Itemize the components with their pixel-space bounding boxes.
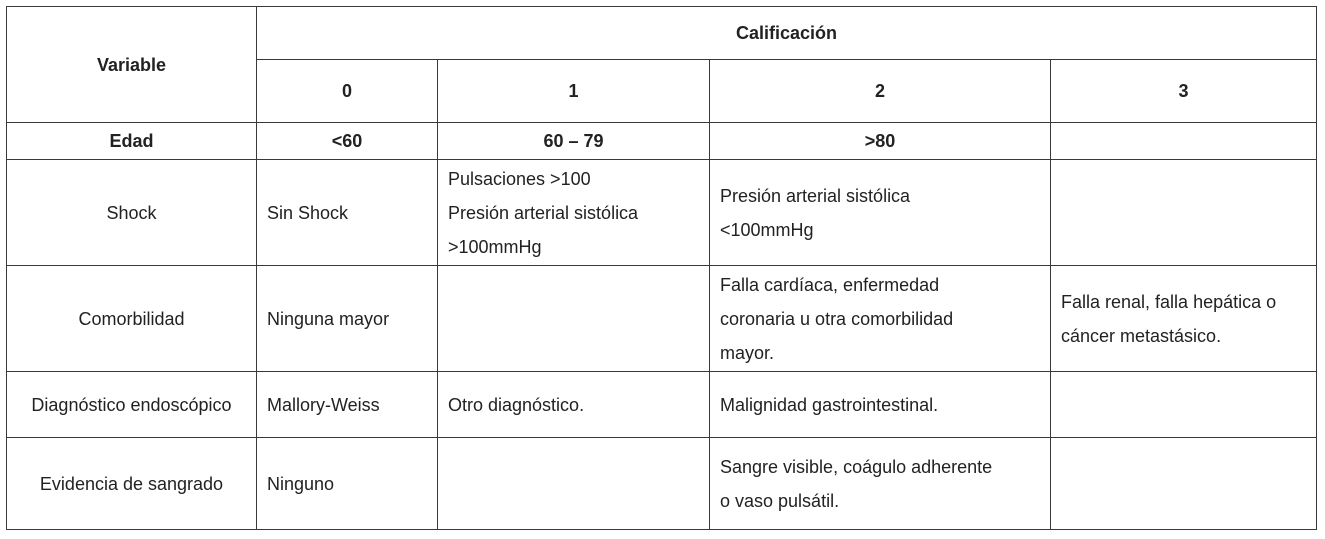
row-variable-edad: Edad <box>7 123 257 160</box>
header-score-0: 0 <box>257 60 438 123</box>
cell-edad-3 <box>1051 123 1317 160</box>
cell-text: coronaria u otra comorbilidad <box>720 308 954 329</box>
cell-text: 60 – 79 <box>543 131 604 151</box>
cell-text: Ninguna mayor <box>267 308 390 329</box>
cell-comorbilidad-0 <box>257 266 438 372</box>
cell-text: Falla cardíaca, enfermedad <box>720 274 940 295</box>
cell-diagnostico-3 <box>1051 372 1317 438</box>
cell-shock-1 <box>438 160 710 266</box>
cell-text: Sin Shock <box>267 202 349 223</box>
row-variable-diagnostico: Diagnóstico endoscópico <box>7 372 257 438</box>
cell-text: <60 <box>331 131 363 151</box>
cell-diagnostico-2 <box>710 372 1051 438</box>
cell-text: Otro diagnóstico. <box>448 394 585 415</box>
header-score-2: 2 <box>710 60 1051 123</box>
cell-comorbilidad-3 <box>1051 266 1317 372</box>
cell-evidencia-3 <box>1051 438 1317 530</box>
header-calificacion: Calificación <box>257 7 1317 60</box>
cell-evidencia-0 <box>257 438 438 530</box>
table-row <box>7 160 1317 266</box>
cell-text: cáncer metastásico. <box>1061 325 1222 346</box>
cell-text: Ninguno <box>267 473 335 494</box>
cell-text: >80 <box>864 131 896 151</box>
table-container <box>6 6 1317 530</box>
row-variable-comorbilidad: Comorbilidad <box>7 266 257 372</box>
cell-text: mayor. <box>720 342 775 363</box>
scoring-table <box>6 6 1317 530</box>
cell-edad-2 <box>710 123 1051 160</box>
header-score-3: 3 <box>1051 60 1317 123</box>
header-row-group <box>7 7 1317 60</box>
table-row <box>7 372 1317 438</box>
cell-evidencia-1 <box>438 438 710 530</box>
cell-text: Sangre visible, coágulo adherente <box>720 456 993 477</box>
cell-edad-1 <box>438 123 710 160</box>
cell-text: Mallory-Weiss <box>267 394 380 415</box>
cell-text: Malignidad gastrointestinal. <box>720 394 939 415</box>
table-row <box>7 266 1317 372</box>
table-row <box>7 123 1317 160</box>
cell-text: Presión arterial sistólica <box>448 202 639 223</box>
cell-shock-2 <box>710 160 1051 266</box>
cell-text: Falla renal, falla hepática o <box>1061 291 1277 312</box>
row-variable-evidencia: Evidencia de sangrado <box>7 438 257 530</box>
cell-edad-0 <box>257 123 438 160</box>
cell-text: <100mmHg <box>720 219 814 240</box>
cell-diagnostico-0 <box>257 372 438 438</box>
cell-evidencia-2 <box>710 438 1051 530</box>
cell-comorbilidad-2 <box>710 266 1051 372</box>
cell-shock-0 <box>257 160 438 266</box>
cell-text: o vaso pulsátil. <box>720 490 840 511</box>
cell-shock-3 <box>1051 160 1317 266</box>
header-score-1: 1 <box>438 60 710 123</box>
table-row <box>7 438 1317 530</box>
cell-comorbilidad-1 <box>438 266 710 372</box>
header-variable: Variable <box>7 7 257 123</box>
row-variable-shock: Shock <box>7 160 257 266</box>
cell-diagnostico-1 <box>438 372 710 438</box>
cell-text: >100mmHg <box>448 236 542 257</box>
cell-text: Pulsaciones >100 <box>448 168 591 189</box>
cell-text: Presión arterial sistólica <box>720 185 911 206</box>
